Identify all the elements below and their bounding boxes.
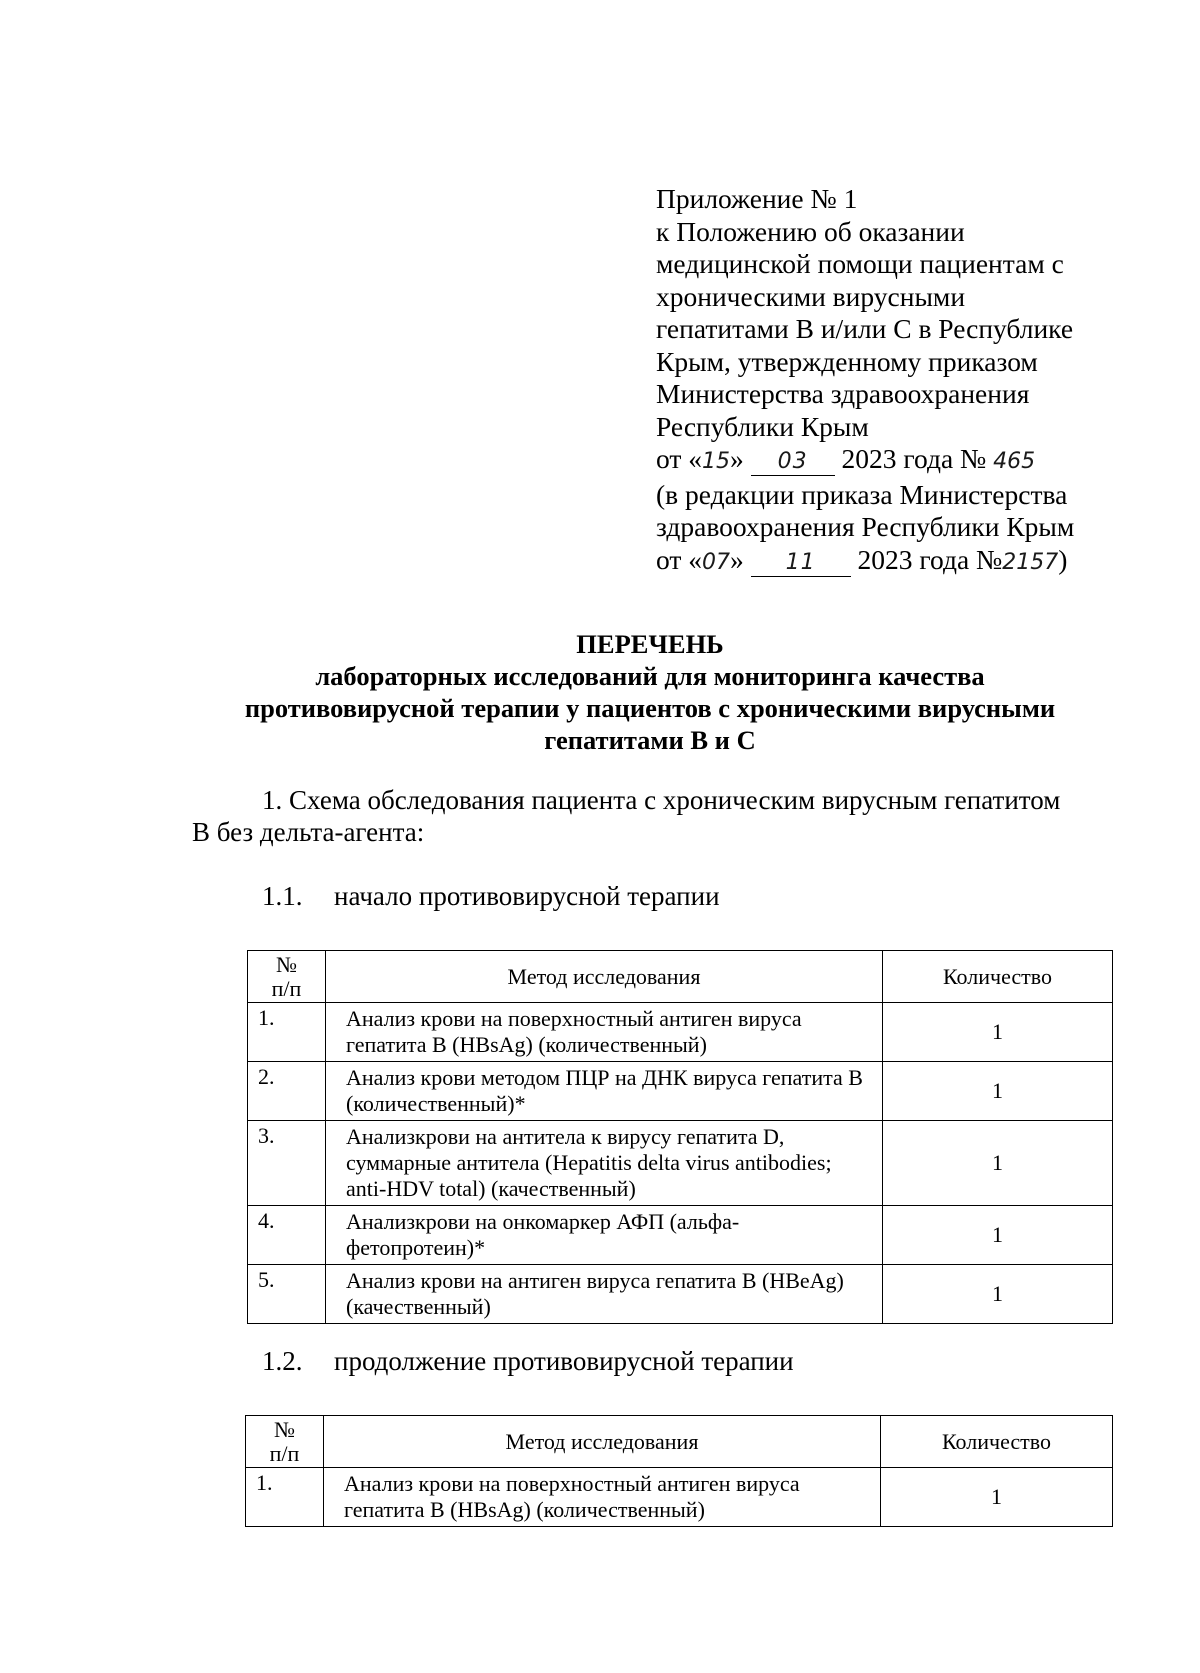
row-qty: 1 <box>883 1062 1113 1121</box>
subsection-number: 1.2. <box>262 1346 303 1376</box>
appendix-line: медицинской помощи пациентам с <box>656 248 1064 279</box>
revision-number: 2157 <box>1002 549 1059 575</box>
header-qty: Количество <box>881 1416 1113 1468</box>
appendix-line: к Положению об оказании <box>656 215 965 247</box>
subsection-1-2 <box>262 1345 794 1377</box>
table-row <box>248 1265 1113 1324</box>
row-num: 5. <box>248 1265 326 1324</box>
header-num-line: п/п <box>269 1440 300 1466</box>
document-title <box>190 628 1110 756</box>
revision-suffix: ) <box>1058 543 1068 575</box>
revision-date-line <box>656 544 1096 580</box>
order-day: 15 <box>702 449 731 474</box>
row-num: 3. <box>248 1121 326 1206</box>
row-num: 1. <box>248 1003 326 1062</box>
row-num: 1. <box>246 1468 324 1527</box>
row-qty: 1 <box>883 1003 1113 1062</box>
revision-line: (в редакции приказа Министерства <box>656 478 1068 510</box>
title-line: лабораторных исследований для мониторинга качества <box>315 661 985 691</box>
appendix-line: хроническими вирусными <box>656 280 966 312</box>
order-mid: » <box>730 443 744 474</box>
row-method: Анализ крови на поверхностный антиген вируса гепатита В (HBsAg) (количественный) <box>326 1003 883 1062</box>
row-method: Анализ крови методом ПЦР на ДНК вируса гепатита В (количественный)* <box>326 1062 883 1121</box>
row-qty: 1 <box>883 1121 1113 1206</box>
header-num <box>248 951 326 1003</box>
table-row <box>246 1468 1113 1527</box>
row-method: Анализкрови на онкомаркер АФП (альфа-фетопротеин)* <box>326 1206 883 1265</box>
appendix-line: Приложение № 1 <box>656 183 858 214</box>
header-method: Метод исследования <box>324 1416 881 1468</box>
subsection-title: продолжение противовирусной терапии <box>334 1346 794 1376</box>
row-num: 4. <box>248 1206 326 1265</box>
appendix-line: Республики Крым <box>656 410 869 442</box>
title-line: гепатитами В и С <box>544 725 756 755</box>
lab-table-continue-therapy <box>245 1415 1113 1527</box>
table-header-row <box>248 951 1113 1003</box>
revision-line: здравоохранения Республики Крым <box>656 511 1075 542</box>
header-num-line: № <box>274 1416 295 1442</box>
section-1-line: 1. Схема обследования пациента с хроническим вирусным гепатитом <box>262 785 1061 815</box>
appendix-block <box>656 183 1096 579</box>
subsection-1-1 <box>262 880 720 912</box>
row-qty: 1 <box>881 1468 1113 1527</box>
section-1-text <box>192 784 1092 848</box>
revision-prefix: от « <box>656 543 703 575</box>
appendix-line: Министерства здравоохранения <box>656 378 1030 409</box>
table-row <box>248 1206 1113 1265</box>
row-method: Анализ крови на поверхностный антиген вируса гепатита В (HBsAg) (количественный) <box>324 1468 881 1527</box>
header-num-line: № <box>276 951 297 977</box>
row-qty: 1 <box>883 1206 1113 1265</box>
revision-mid: » <box>730 543 744 575</box>
row-method: Анализкрови на антитела к вирусу гепатита D, суммарные антитела (Hepatitis delta virus antibodies; anti-HDV total) (качественный) <box>326 1121 883 1206</box>
order-number: 465 <box>993 449 1036 474</box>
subsection-title: начало противовирусной терапии <box>334 881 720 911</box>
order-year-text: 2023 года № <box>841 443 987 474</box>
revision-day: 07 <box>702 549 731 575</box>
title-heading: ПЕРЕЧЕНЬ <box>576 629 724 659</box>
row-qty: 1 <box>883 1265 1113 1324</box>
revision-month: 11 <box>751 550 851 577</box>
row-num: 2. <box>248 1062 326 1121</box>
table-row <box>248 1121 1113 1206</box>
title-line: противовирусной терапии у пациентов с хроническими вирусными <box>244 693 1056 723</box>
subsection-number: 1.1. <box>262 881 303 911</box>
header-qty: Количество <box>883 951 1113 1003</box>
lab-table-start-therapy <box>247 950 1113 1324</box>
revision-year-text: 2023 года № <box>857 543 1003 575</box>
table-row <box>248 1062 1113 1121</box>
section-1-line: В без дельта-агента: <box>192 817 425 847</box>
table-row <box>248 1003 1113 1062</box>
appendix-line: Крым, утвержденному приказом <box>656 345 1038 377</box>
order-prefix: от « <box>656 443 703 474</box>
table-header-row <box>246 1416 1113 1468</box>
row-method: Анализ крови на антиген вируса гепатита В (HBeAg) (качественный) <box>326 1265 883 1324</box>
header-method: Метод исследования <box>326 951 883 1003</box>
header-num-line: п/п <box>271 975 302 1001</box>
order-date-line <box>656 443 1096 479</box>
appendix-line: гепатитами В и/или С в Республике <box>656 313 1074 344</box>
order-month: 03 <box>751 449 835 476</box>
header-num <box>246 1416 324 1468</box>
